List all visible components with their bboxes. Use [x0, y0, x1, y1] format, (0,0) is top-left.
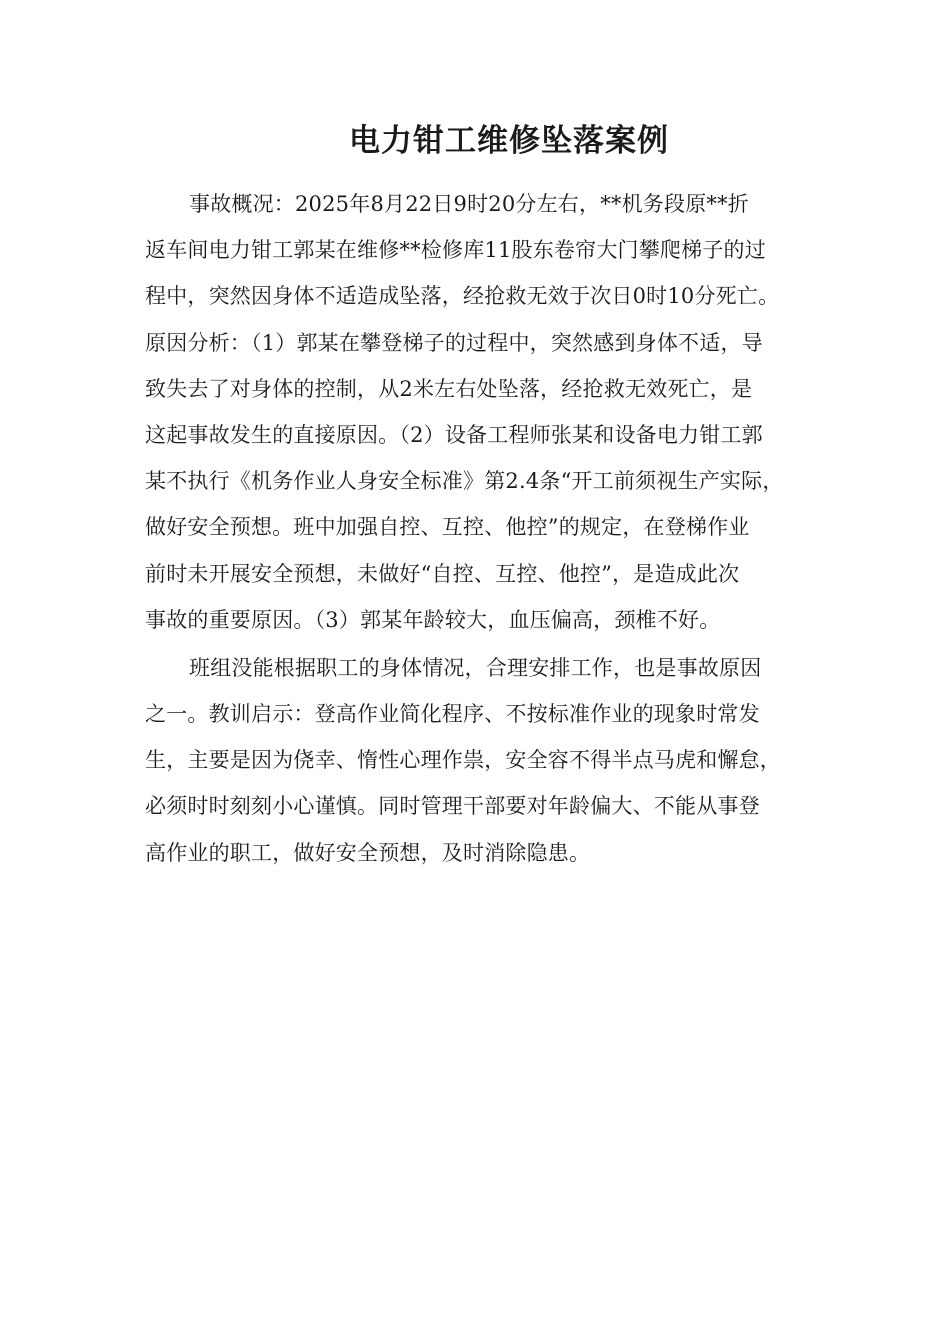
paragraph-line: 必须时时刻刻小心谨慎。同时管理干部要对年龄偏大、不能从事登 — [145, 794, 760, 819]
paragraph-line: 这起事故发生的直接原因。（2）设备工程师张某和设备电力钳工郭 — [145, 422, 763, 447]
paragraph-line: 致失去了对身体的控制，从2米左右处坠落，经抢救无效死亡，是 — [145, 376, 753, 401]
paragraph-line: 程中，突然因身体不适造成坠落，经抢救无效于次日0时10分死亡。 — [145, 284, 780, 309]
paragraph-line: 某不执行《机务作业人身安全标准》第2.4条“开工前须视生产实际， — [145, 469, 784, 494]
document-title: 电力钳工维修坠落案例 — [349, 123, 669, 159]
paragraph-line: 事故概况：2025年8月22日9时20分左右，**机务段原**折 — [189, 192, 750, 216]
paragraph-line: 前时未开展安全预想，未做好“自控、互控、他控”，是造成此次 — [145, 561, 740, 586]
paragraph-line: 生，主要是因为侥幸、惰性心理作祟，安全容不得半点马虎和懈怠， — [145, 748, 781, 773]
paragraph-line: 做好安全预想。班中加强自控、互控、他控”的规定，在登梯作业 — [145, 515, 750, 540]
paragraph-line: 高作业的职工，做好安全预想，及时消除隐患。 — [145, 840, 591, 865]
paragraph-line: 返车间电力钳工郭某在维修**检修库11股东卷帘大门攀爬梯子的过 — [145, 238, 766, 263]
paragraph-line: 事故的重要原因。（3）郭某年龄较大，血压偏高，颈椎不好。 — [145, 607, 721, 632]
document-body — [145, 181, 825, 876]
paragraph-line: 班组没能根据职工的身体情况，合理安排工作，也是事故原因 — [189, 655, 762, 680]
paragraph-line: 原因分析：（1）郭某在攀登梯子的过程中，突然感到身体不适，导 — [145, 330, 763, 355]
paragraph-line: 之一。教训启示：登高作业简化程序、不按标准作业的现象时常发 — [145, 702, 760, 727]
